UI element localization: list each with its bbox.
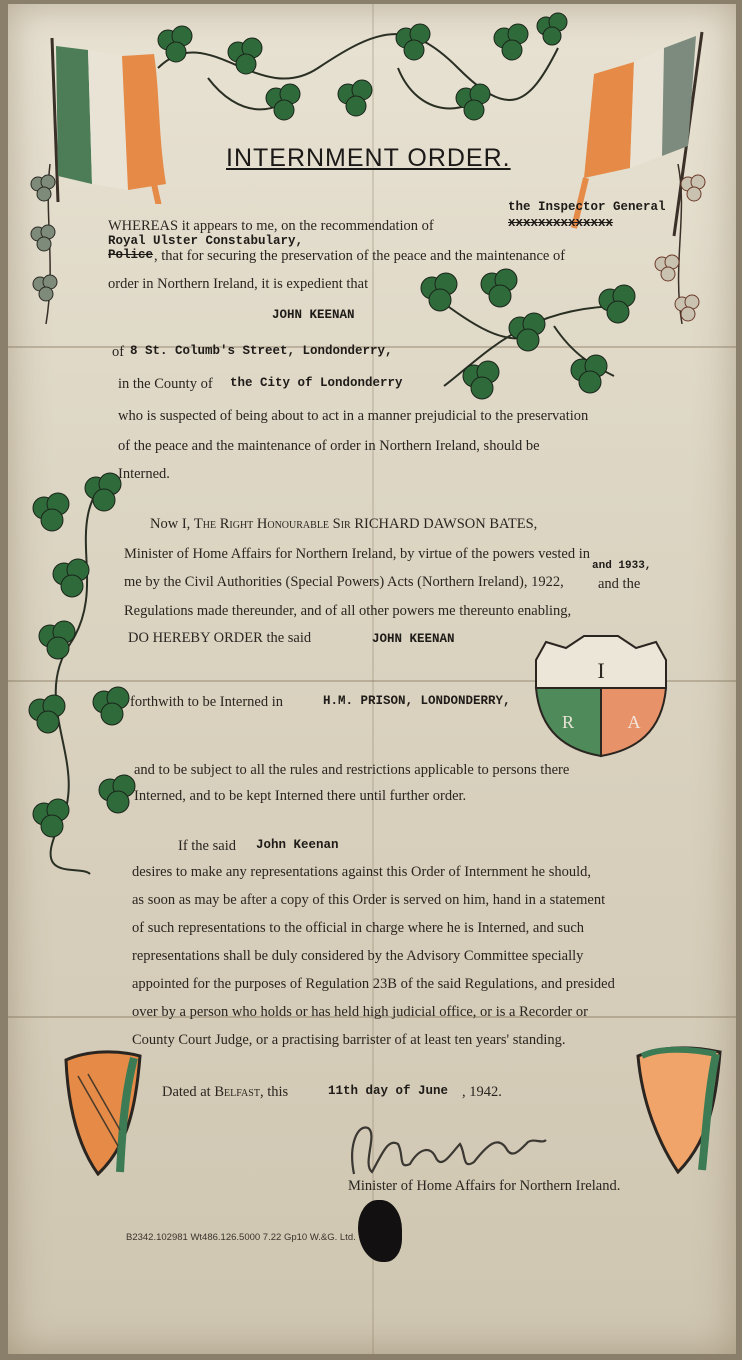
- ink-stain: [358, 1200, 402, 1262]
- para2-now: Now I,: [150, 516, 191, 532]
- document-title: INTERNMENT ORDER.: [226, 144, 511, 172]
- para2-minister-name: RICHARD DAWSON BATES,: [354, 516, 538, 532]
- left-harp-shield-icon: [58, 1046, 148, 1176]
- ira-letter-r: R: [561, 712, 575, 732]
- para5-line2: desires to make any representations against this Order of Internment he should,: [132, 864, 592, 880]
- para4-line2: Interned, and to be kept Interned there until further order.: [134, 788, 467, 804]
- county-prefix: in the County of: [118, 376, 213, 392]
- internee-name: JOHN KEENAN: [272, 308, 355, 322]
- struck-text: xxxxxxxxxxxxxx: [508, 216, 614, 230]
- dated-typed-date: 11th day of June: [328, 1084, 449, 1098]
- para2-line1-now: [150, 516, 537, 533]
- shamrock-spray-icon: [404, 266, 644, 406]
- para2-the-said: the said: [266, 630, 312, 646]
- para1-rest-line2: of the peace and the maintenance of order in Northern Ireland, should be: [118, 438, 540, 454]
- shamrock-vine-left-icon: [20, 464, 140, 884]
- para1-line1: WHEREAS it appears to me, on the recommendation of: [108, 218, 434, 234]
- shamrock-vine-left-top-icon: [24, 164, 74, 324]
- do-hereby-order: DO HEREBY ORDER: [128, 630, 263, 646]
- para2-line3-end: and the: [598, 576, 641, 592]
- internment-order-paper: [8, 4, 736, 1354]
- para5-line1: If the said: [178, 838, 236, 854]
- address-prefix: of: [112, 344, 125, 360]
- para1-line3: order in Northern Ireland, it is expedient that: [108, 276, 369, 292]
- signature-caption: Minister of Home Affairs for Northern Ireland.: [348, 1178, 621, 1194]
- print-code: B2342.102981 Wt486.126.5000 7.22 Gp10 W.&G. Ltd.: [126, 1232, 356, 1243]
- para2-title: The Right Honourable Sir: [193, 516, 351, 532]
- address: 8 St. Columb's Street, Londonderry,: [130, 344, 393, 358]
- county: the City of Londonderry: [230, 376, 403, 390]
- para5-line7: over by a person who holds or has held high judicial office, or is a Recorder or: [132, 1004, 588, 1020]
- para2-line4: Regulations made thereunder, and of all other powers me thereunto enabling,: [124, 603, 572, 619]
- right-harp-shield-icon: [628, 1042, 728, 1174]
- para3-line1: forthwith to be Interned in: [130, 694, 284, 710]
- ira-shield-icon: [526, 632, 676, 762]
- para4-line1: and to be subject to all the rules and restrictions applicable to persons there: [134, 762, 570, 778]
- dated-prefix: Dated at: [162, 1084, 211, 1100]
- struck-word: Police: [108, 248, 154, 262]
- para1-line2: , that for securing the preservation of the peace and the maintenance of: [154, 248, 566, 264]
- shamrock-garland-icon: [148, 8, 568, 138]
- dated-year: , 1942.: [462, 1084, 502, 1100]
- typed-recommender-1: the Inspector General: [508, 200, 666, 214]
- para2-typed-year: and 1933,: [592, 560, 652, 572]
- internment-place: H.M. PRISON, LONDONDERRY,: [323, 694, 511, 708]
- para5-line5: representations shall be duly considered by the Advisory Committee specially: [132, 948, 584, 964]
- minister-signature-icon: [338, 1114, 558, 1184]
- para2-line3: me by the Civil Authorities (Special Powers) Acts (Northern Ireland), 1922,: [124, 574, 564, 590]
- typed-recommender-2: Royal Ulster Constabulary,: [108, 234, 304, 248]
- dated-place: Belfast,: [214, 1084, 264, 1100]
- para5-line3: as soon as may be after a copy of this Order is served on him, hand in a statement: [132, 892, 606, 908]
- shamrock-vine-right-top-icon: [648, 164, 708, 324]
- para5-line4: of such representations to the official in charge where he is Interned, and such: [132, 920, 585, 936]
- ira-letter-i: I: [597, 658, 605, 683]
- para1-rest-line3: Interned.: [118, 466, 170, 482]
- para2-line5: [128, 630, 311, 647]
- dated-this: this: [267, 1084, 289, 1100]
- para2-line2: Minister of Home Affairs for Northern Ireland, by virtue of the powers vested in: [124, 546, 591, 562]
- para1-rest-line1: who is suspected of being about to act in a manner prejudicial to the preservation: [118, 408, 589, 424]
- ira-letter-a: A: [627, 712, 641, 732]
- para5-name: John Keenan: [256, 838, 339, 852]
- para5-line6: appointed for the purposes of Regulation 23B of the said Regulations, and presided: [132, 976, 615, 992]
- para2-name: JOHN KEENAN: [372, 632, 455, 646]
- para5-line8: County Court Judge, or a practising barrister of at least ten years' standing.: [132, 1032, 566, 1048]
- dated-line: [162, 1084, 288, 1101]
